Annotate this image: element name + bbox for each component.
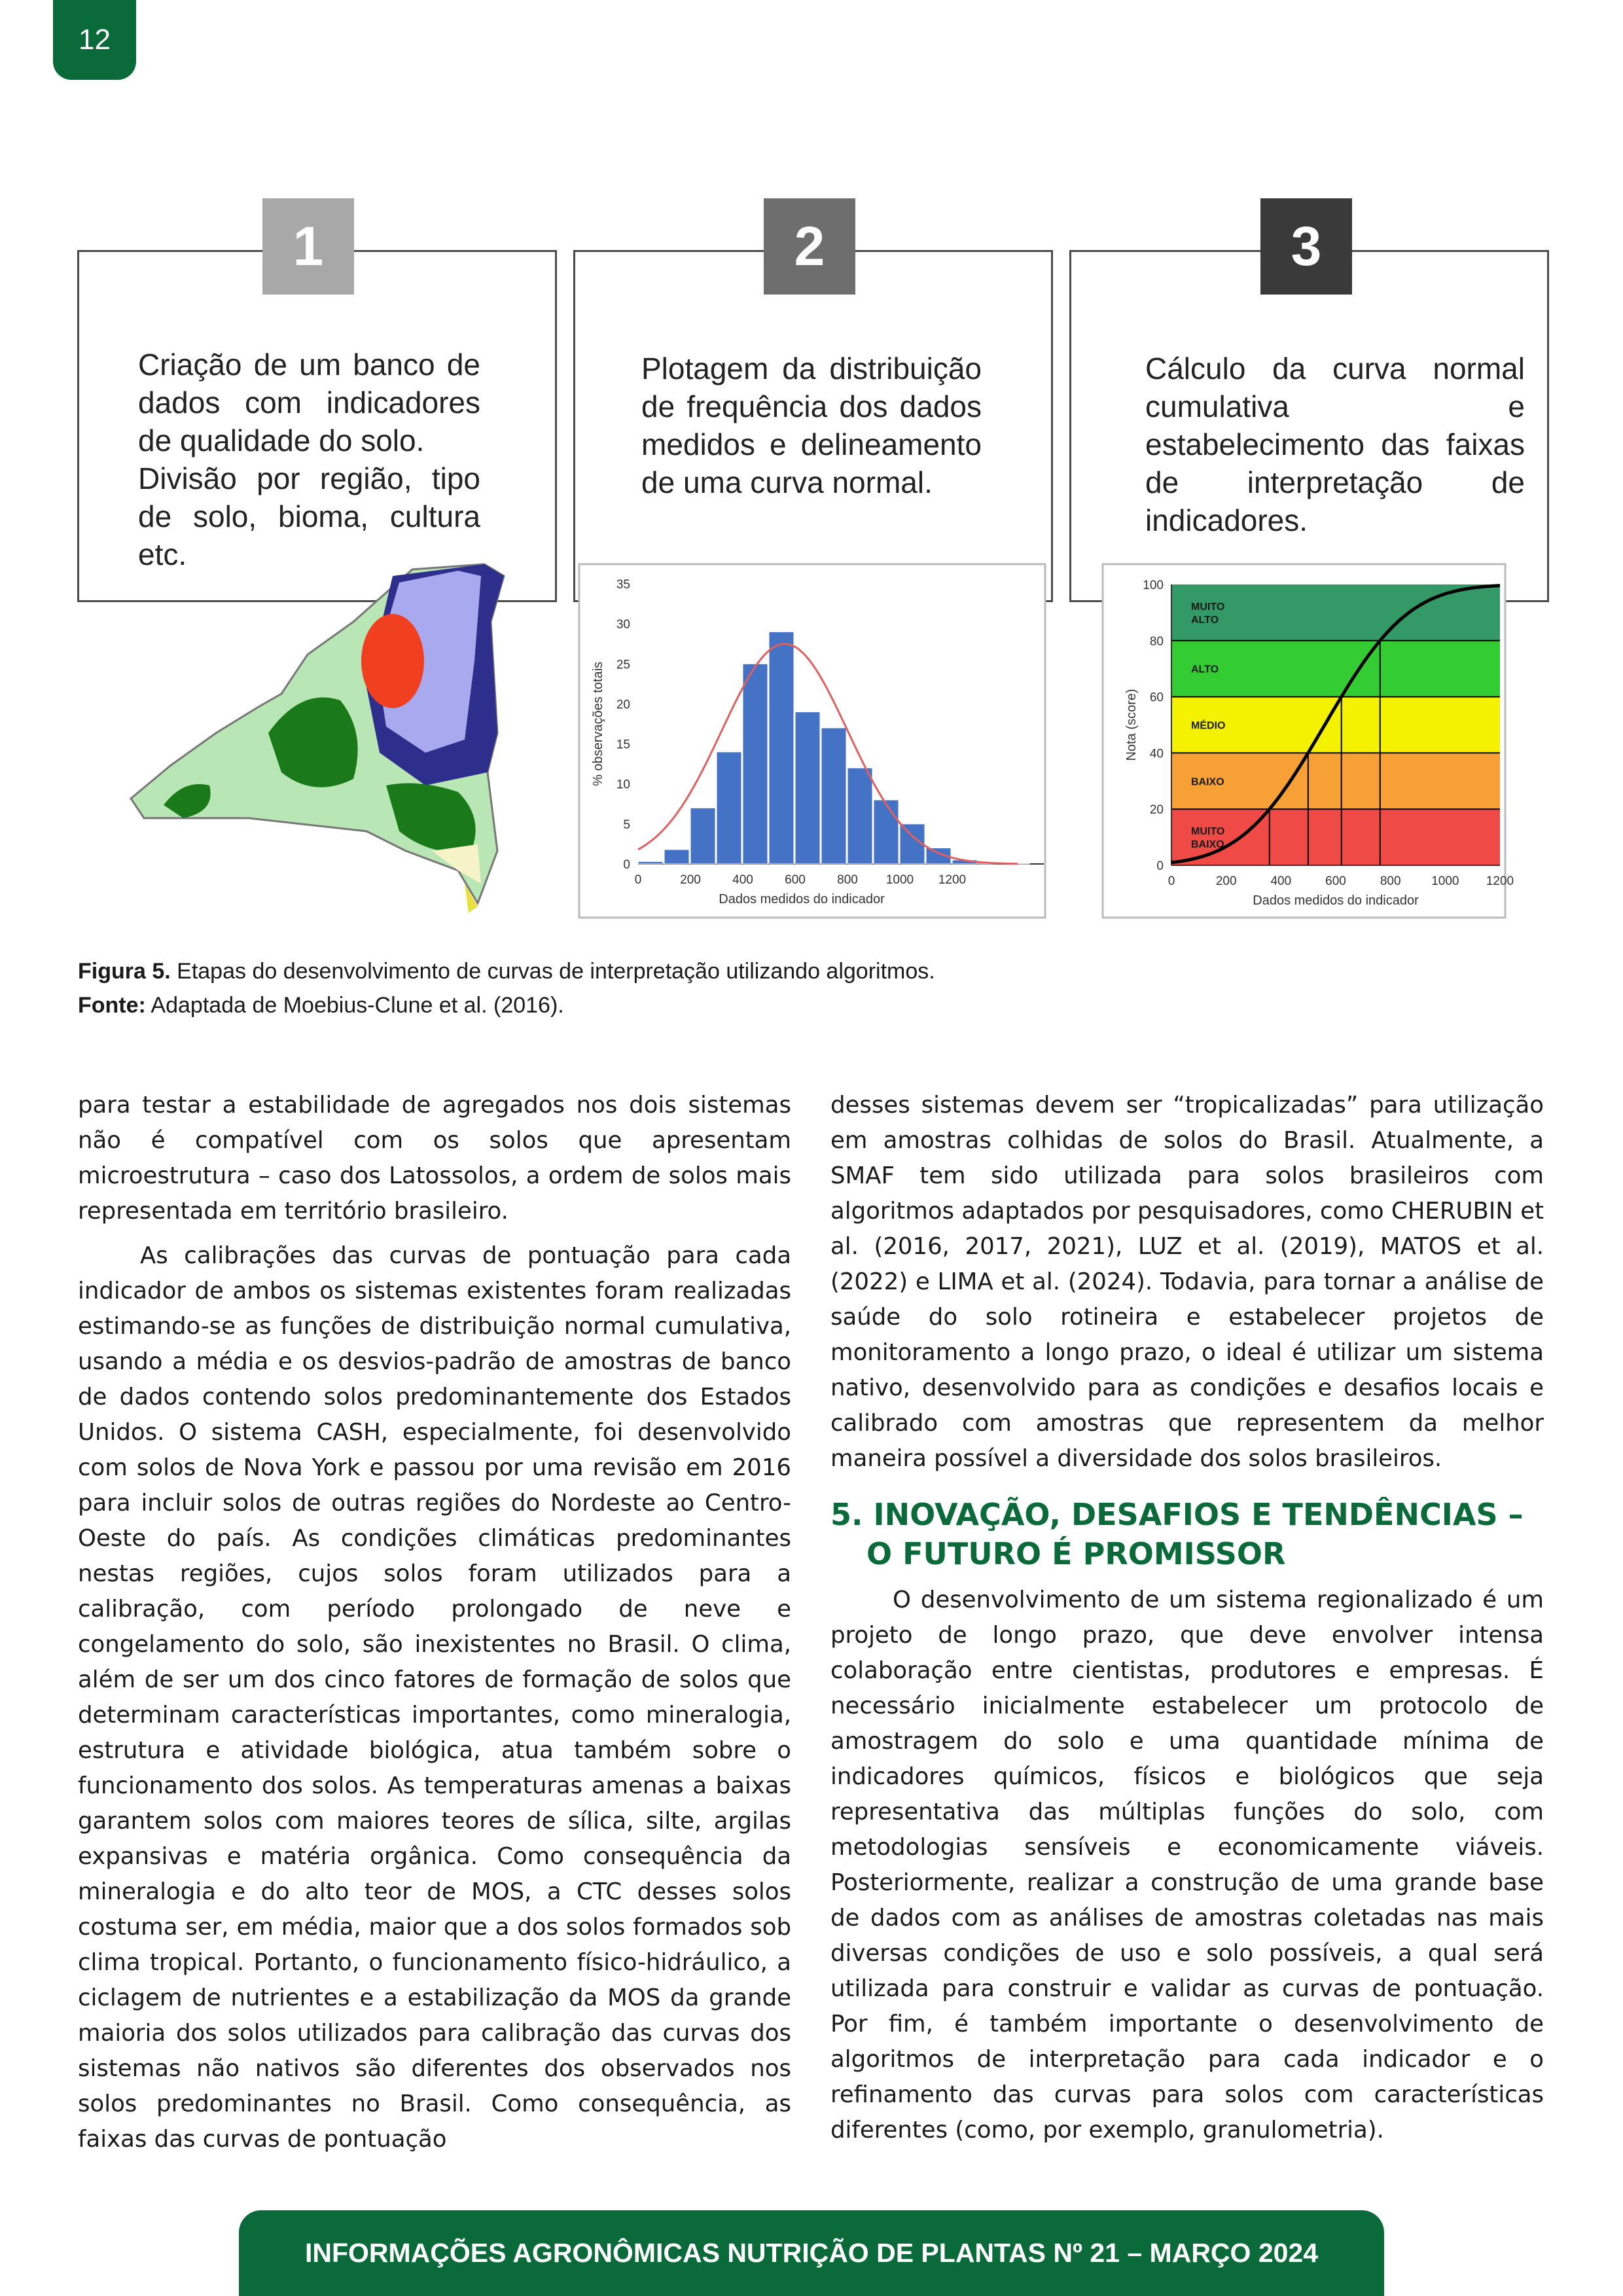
step-3-text: Cálculo da curva normal cumulativa e estabelecimento das faixas de interpretação de indicadores. <box>1145 351 1525 537</box>
right-paragraph-1: desses sistemas devem ser “tropicalizadas” para utilização em amostras colhidas de solos do Brasil. Atualmente, a SMAF tem sido utilizada para solos brasileiros com algoritmos adaptados por pesquisadores, como CHERUBIN et al. (2016, 2017, 2021), LUZ et al. (2019), MATOS et al. (2022) e LIMA et al. (2024). Todavia, para tornar a análise de saúde do solo rotineira e estabelecer projetos de monitoramento a longo prazo, o ideal é utilizar um sistema nativo, desenvolvido para as condições e desafios locais e calibrado com amostras que representem da melhor maneira possível a diversidade dos solos brasileiros. <box>830 1092 1544 1472</box>
score-band-label: ALTO <box>1191 614 1219 626</box>
score-band-label: ALTO <box>1191 664 1219 675</box>
histogram-y-tick-label: 15 <box>616 738 630 752</box>
cumulative-x-axis-label: Dados medidos do indicador <box>1253 893 1419 908</box>
caption-label: Figura 5. <box>78 959 171 984</box>
step-1-text: Criação de um banco de dados com indicadores de qualidade do solo. Divisão por região, tipo de solo, bioma, cultura etc. <box>138 348 480 571</box>
step-2-number: 2 <box>764 198 855 295</box>
left-column <box>78 1088 791 2166</box>
histogram-x-tick-label: 1200 <box>938 873 967 887</box>
histogram-bar <box>874 800 899 864</box>
histogram-bar <box>717 752 741 864</box>
figure-graphics <box>0 0 1623 929</box>
cumulative-x-tick-label: 1000 <box>1431 874 1459 888</box>
histogram-y-tick-label: 10 <box>616 778 630 792</box>
cumulative-y-tick-label: 100 <box>1143 579 1164 592</box>
histogram-y-axis-label: % observações totais <box>591 661 605 787</box>
histogram-bar <box>769 632 794 864</box>
histogram-x-tick-label: 800 <box>837 873 858 887</box>
left-paragraph-2: As calibrações das curvas de pontuação para cada indicador de ambos os sistemas existentes foram realizadas estimando-se as funções de distribuição normal cumulativa, usando a média e os desvios-padrão de amostras de banco de dados contendo solos predominantemente dos Estados Unidos. O sistema CASH, especialmente, foi desenvolvido com solos de Nova York e passou por uma revisão em 2016 para incluir solos de outras regiões do Nordeste ao Centro-Oeste do país. As condições climáticas predominantes nestas regiões, cujos solos foram utilizados para a calibração, com período prolongado de neve e congelamento do solo, são inexistentes no Brasil. O clima, além de ser um dos cinco fatores de formação de solos que determinam características importantes, como mineralogia, estrutura e atividade biológica, atua também sobre o funcionamento dos solos. As temperaturas amenas a baixas garantem solos com maiores teores de sílica, silte, argilas expansivas e matéria orgânica. Como consequência da mineralogia e do alto teor de MOS, a CTC desses solos costuma ser, em média, maior que a dos solos formados sob clima tropical. Portanto, o funcionamento físico-hidráulico, a ciclagem de nutrientes e a estabilização da MOS da grande maioria dos solos utilizados para calibração das curvas dos sistemas não nativos são diferentes dos observados nos solos predominantes no Brasil. Como consequência, as faixas das curvas de pontuação <box>78 1242 791 2153</box>
histogram-y-tick-label: 0 <box>623 858 630 872</box>
histogram-x-tick-label: 200 <box>680 873 701 887</box>
score-band-label: BAIXO <box>1191 776 1224 788</box>
score-band-label: BAIXO <box>1191 839 1224 851</box>
footer-banner: INFORMAÇÕES AGRONÔMICAS NUTRIÇÃO DE PLANTAS Nº 21 – MARÇO 2024 <box>239 2210 1384 2296</box>
cumulative-y-tick-label: 20 <box>1149 803 1164 817</box>
step-2-text: Plotagem da distribuição de frequência dos dados medidos e delineamento de uma curva normal. <box>641 351 982 499</box>
histogram-bar <box>690 808 715 864</box>
cumulative-y-tick-label: 80 <box>1149 634 1164 649</box>
cumulative-x-tick-label: 800 <box>1380 874 1401 888</box>
cumulative-x-tick-label: 1200 <box>1486 874 1514 888</box>
histogram-y-tick-label: 35 <box>616 578 630 592</box>
histogram-y-tick-label: 25 <box>616 658 630 672</box>
page-number: 12 <box>53 0 136 80</box>
figure-caption <box>78 954 935 1022</box>
score-band-label: MUITO <box>1191 601 1225 613</box>
cumulative-chart <box>1124 579 1514 908</box>
histogram-bar <box>821 728 846 864</box>
histogram-bar <box>638 861 663 864</box>
left-paragraph-1: para testar a estabilidade de agregados nos dois sistemas não é compatível com os solos que apresentam microestrutura – caso dos Latossolos, a ordem de solos mais representada em território brasileiro. <box>78 1092 791 1225</box>
histogram-x-tick-label: 600 <box>785 873 806 887</box>
step-1-number: 1 <box>262 198 354 295</box>
score-band <box>1171 641 1500 697</box>
cumulative-x-tick-label: 400 <box>1270 874 1292 888</box>
source-text: Adaptada de Moebius-Clune et al. (2016). <box>145 993 564 1018</box>
histogram-x-axis-label: Dados medidos do indicador <box>719 892 885 906</box>
cumulative-y-tick-label: 40 <box>1149 747 1164 761</box>
histogram-bar <box>664 850 689 864</box>
histogram-bar <box>795 712 820 864</box>
cumulative-x-tick-label: 0 <box>1168 874 1175 888</box>
cumulative-y-axis-label: Nota (score) <box>1124 689 1139 761</box>
soil-region-map <box>131 564 504 913</box>
histogram-y-tick-label: 5 <box>623 817 630 832</box>
section-heading-line-2: O FUTURO É PROMISSOR <box>866 1536 1286 1571</box>
cumulative-x-tick-label: 600 <box>1325 874 1346 888</box>
step-3-number: 3 <box>1260 198 1352 295</box>
score-band-label: MUITO <box>1191 826 1225 838</box>
cumulative-y-tick-label: 60 <box>1149 691 1164 705</box>
section-heading-line-1: 5. INOVAÇÃO, DESAFIOS E TENDÊNCIAS – <box>830 1497 1524 1532</box>
score-band-label: MÉDIO <box>1191 720 1226 732</box>
histogram-bar <box>847 768 872 864</box>
right-paragraph-2: O desenvolvimento de um sistema regionalizado é um projeto de longo prazo, que deve envolver intensa colaboração entre cientistas, produtores e empresas. É necessário inicialmente estabelecer um protocolo de amostragem do solo e uma quantidade mínima de indicadores químicos, físicos e biológicos que seja representativa das múltiplas funções do solo, com metodologias sensíveis e economicamente viáveis. Posteriormente, realizar a construção de uma grande base de dados com as análises de amostras coletadas nas mais diversas condições de uso e solo possíveis, a qual será utilizada para construir e validar as curvas de pontuação. Por fim, é também importante o desenvolvimento de algoritmos de interpretação para cada indicador e o refinamento das curvas para solos com características diferentes (como, por exemplo, granulometria). <box>830 1587 1544 2144</box>
histogram-x-tick-label: 0 <box>634 873 642 887</box>
cumulative-y-tick-label: 0 <box>1156 859 1164 873</box>
cumulative-x-tick-label: 200 <box>1215 874 1237 888</box>
histogram-y-tick-label: 30 <box>616 618 630 632</box>
caption-text: Etapas do desenvolvimento de curvas de interpretação utilizando algoritmos. <box>170 959 935 984</box>
histogram-x-tick-label: 1000 <box>885 873 914 887</box>
histogram-y-tick-label: 20 <box>616 698 630 712</box>
histogram-x-tick-label: 400 <box>732 873 753 887</box>
source-label: Fonte: <box>78 993 146 1018</box>
histogram-bar <box>743 664 768 864</box>
right-column <box>830 1088 1544 2157</box>
section-heading <box>830 1495 1544 1573</box>
